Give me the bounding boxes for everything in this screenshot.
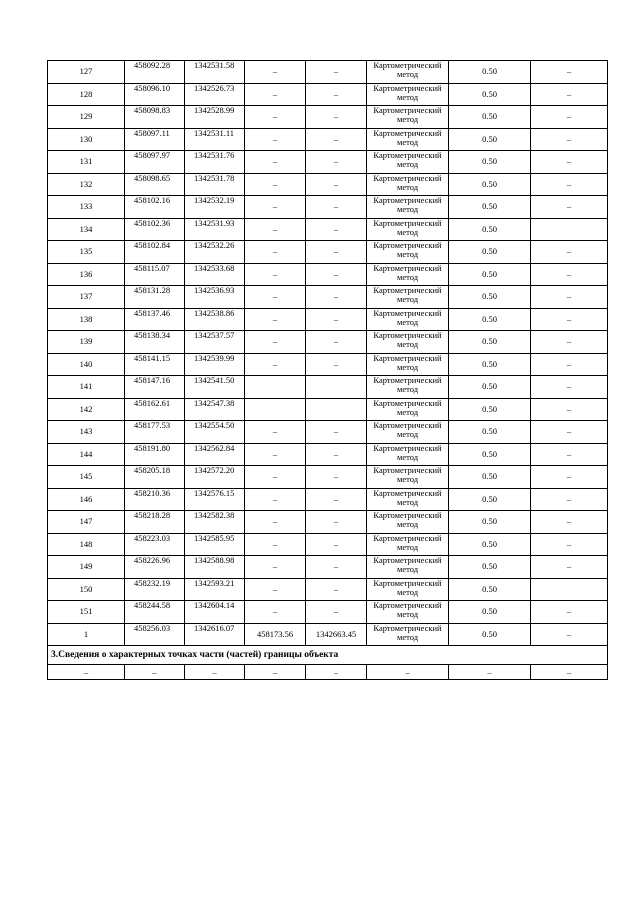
point-number-cell: 135 (48, 241, 125, 264)
y-coordinate-cell: 1342582.38 (185, 511, 245, 534)
section-3-empty-row (48, 665, 608, 680)
table-row (48, 241, 608, 264)
y-existing-cell: – (306, 128, 367, 151)
y-existing-cell: – (306, 218, 367, 241)
table-row (48, 308, 608, 331)
section-3-cell: – (367, 665, 449, 680)
description-cell: – (531, 286, 608, 309)
x-existing-cell (245, 376, 306, 399)
coordinates-table (47, 60, 608, 680)
y-coordinate-cell: 1342532.19 (185, 196, 245, 219)
y-existing-cell: – (306, 488, 367, 511)
section-3-cell: – (245, 665, 306, 680)
x-coordinate-cell: 458256.03 (125, 623, 185, 646)
x-existing-cell: – (245, 511, 306, 534)
method-cell: Картометрический метод (367, 578, 449, 601)
point-number-cell: 141 (48, 376, 125, 399)
y-existing-cell (306, 376, 367, 399)
y-existing-cell: – (306, 106, 367, 129)
y-existing-cell: – (306, 353, 367, 376)
point-number-cell: 139 (48, 331, 125, 354)
y-coordinate-cell: 1342593.21 (185, 578, 245, 601)
accuracy-cell: 0.50 (449, 286, 531, 309)
accuracy-cell: 0.50 (449, 421, 531, 444)
y-existing-cell: – (306, 511, 367, 534)
accuracy-cell: 0.50 (449, 173, 531, 196)
description-cell: – (531, 263, 608, 286)
point-number-cell: 145 (48, 466, 125, 489)
x-coordinate-cell: 458098.83 (125, 106, 185, 129)
x-coordinate-cell: 458137.46 (125, 308, 185, 331)
accuracy-cell: 0.50 (449, 398, 531, 421)
table-row (48, 173, 608, 196)
section-3-cell: – (185, 665, 245, 680)
point-number-cell: 146 (48, 488, 125, 511)
description-cell: – (531, 533, 608, 556)
y-coordinate-cell: 1342572.20 (185, 466, 245, 489)
x-coordinate-cell: 458147.16 (125, 376, 185, 399)
point-number-cell: 128 (48, 83, 125, 106)
y-coordinate-cell: 1342588.98 (185, 556, 245, 579)
accuracy-cell: 0.50 (449, 331, 531, 354)
section-3-cell: – (306, 665, 367, 680)
description-cell (531, 578, 608, 601)
x-existing-cell: – (245, 286, 306, 309)
x-coordinate-cell: 458210.36 (125, 488, 185, 511)
x-coordinate-cell: 458096.10 (125, 83, 185, 106)
method-cell: Картометрический метод (367, 196, 449, 219)
y-coordinate-cell: 1342531.11 (185, 128, 245, 151)
description-cell: – (531, 601, 608, 624)
y-existing-cell: – (306, 308, 367, 331)
accuracy-cell: 0.50 (449, 556, 531, 579)
x-existing-cell: 458173.56 (245, 623, 306, 646)
x-existing-cell: – (245, 196, 306, 219)
table-row (48, 623, 608, 646)
accuracy-cell: 0.50 (449, 578, 531, 601)
method-cell: Картометрический метод (367, 601, 449, 624)
section-3-cell: – (449, 665, 531, 680)
x-existing-cell: – (245, 421, 306, 444)
accuracy-cell: 0.50 (449, 218, 531, 241)
description-cell: – (531, 511, 608, 534)
y-coordinate-cell: 1342533.68 (185, 263, 245, 286)
description-cell: – (531, 623, 608, 646)
point-number-cell: 1 (48, 623, 125, 646)
y-coordinate-cell: 1342562.84 (185, 443, 245, 466)
y-existing-cell: – (306, 286, 367, 309)
y-coordinate-cell: 1342585.95 (185, 533, 245, 556)
accuracy-cell: 0.50 (449, 263, 531, 286)
accuracy-cell: 0.50 (449, 353, 531, 376)
x-existing-cell: – (245, 601, 306, 624)
point-number-cell: 129 (48, 106, 125, 129)
method-cell: Картометрический метод (367, 466, 449, 489)
accuracy-cell: 0.50 (449, 241, 531, 264)
y-coordinate-cell: 1342547.38 (185, 398, 245, 421)
method-cell: Картометрический метод (367, 128, 449, 151)
x-existing-cell: – (245, 263, 306, 286)
y-existing-cell: – (306, 578, 367, 601)
x-existing-cell: – (245, 488, 306, 511)
description-cell: – (531, 488, 608, 511)
y-coordinate-cell: 1342531.76 (185, 151, 245, 174)
section-3-cell: – (531, 665, 608, 680)
x-existing-cell (245, 398, 306, 421)
y-existing-cell: – (306, 466, 367, 489)
x-coordinate-cell: 458097.11 (125, 128, 185, 151)
description-cell (531, 218, 608, 241)
x-coordinate-cell: 458162.61 (125, 398, 185, 421)
y-existing-cell: – (306, 443, 367, 466)
table-row (48, 61, 608, 84)
description-cell: – (531, 556, 608, 579)
x-existing-cell: – (245, 241, 306, 264)
y-coordinate-cell: 1342536.93 (185, 286, 245, 309)
description-cell: – (531, 398, 608, 421)
point-number-cell: 130 (48, 128, 125, 151)
x-existing-cell: – (245, 443, 306, 466)
point-number-cell: 151 (48, 601, 125, 624)
method-cell: Картометрический метод (367, 218, 449, 241)
table-row (48, 106, 608, 129)
x-existing-cell: – (245, 556, 306, 579)
point-number-cell: 148 (48, 533, 125, 556)
accuracy-cell: 0.50 (449, 308, 531, 331)
y-existing-cell: – (306, 601, 367, 624)
x-existing-cell: – (245, 578, 306, 601)
description-cell: – (531, 353, 608, 376)
y-existing-cell: – (306, 196, 367, 219)
accuracy-cell: 0.50 (449, 533, 531, 556)
table-row (48, 578, 608, 601)
y-existing-cell: – (306, 556, 367, 579)
section-3-title: 3.Сведения о характерных точках части (частей) границы объекта (48, 646, 608, 665)
x-coordinate-cell: 458244.58 (125, 601, 185, 624)
section-3-cell: – (125, 665, 185, 680)
description-cell: – (531, 61, 608, 84)
point-number-cell: 144 (48, 443, 125, 466)
accuracy-cell: 0.50 (449, 601, 531, 624)
table-row (48, 286, 608, 309)
point-number-cell: 149 (48, 556, 125, 579)
x-existing-cell: – (245, 61, 306, 84)
x-coordinate-cell: 458102.16 (125, 196, 185, 219)
x-coordinate-cell: 458223.03 (125, 533, 185, 556)
y-coordinate-cell: 1342554.50 (185, 421, 245, 444)
point-number-cell: 147 (48, 511, 125, 534)
point-number-cell: 138 (48, 308, 125, 331)
table-row (48, 128, 608, 151)
table-row (48, 376, 608, 399)
table-row (48, 331, 608, 354)
method-cell: Картометрический метод (367, 61, 449, 84)
x-existing-cell: – (245, 106, 306, 129)
table-row (48, 443, 608, 466)
table-row (48, 263, 608, 286)
y-coordinate-cell: 1342528.99 (185, 106, 245, 129)
y-existing-cell: – (306, 151, 367, 174)
table-row (48, 398, 608, 421)
x-existing-cell: – (245, 533, 306, 556)
table-row (48, 353, 608, 376)
description-cell: – (531, 173, 608, 196)
x-coordinate-cell: 458232.19 (125, 578, 185, 601)
accuracy-cell: 0.50 (449, 128, 531, 151)
accuracy-cell: 0.50 (449, 196, 531, 219)
point-number-cell: 136 (48, 263, 125, 286)
y-coordinate-cell: 1342576.15 (185, 488, 245, 511)
table-body (48, 61, 608, 680)
y-coordinate-cell: 1342541.50 (185, 376, 245, 399)
y-existing-cell: – (306, 263, 367, 286)
x-coordinate-cell: 458205.18 (125, 466, 185, 489)
accuracy-cell: 0.50 (449, 511, 531, 534)
y-coordinate-cell: 1342531.78 (185, 173, 245, 196)
accuracy-cell: 0.50 (449, 623, 531, 646)
y-existing-cell: – (306, 533, 367, 556)
point-number-cell: 134 (48, 218, 125, 241)
description-cell: – (531, 196, 608, 219)
method-cell: Картометрический метод (367, 398, 449, 421)
method-cell: Картометрический метод (367, 421, 449, 444)
table-row (48, 533, 608, 556)
table-row (48, 196, 608, 219)
y-coordinate-cell: 1342526.73 (185, 83, 245, 106)
method-cell: Картометрический метод (367, 623, 449, 646)
x-coordinate-cell: 458141.15 (125, 353, 185, 376)
method-cell: Картометрический метод (367, 263, 449, 286)
accuracy-cell: 0.50 (449, 151, 531, 174)
y-existing-cell: – (306, 241, 367, 264)
x-coordinate-cell: 458102.84 (125, 241, 185, 264)
table-row (48, 218, 608, 241)
y-existing-cell: – (306, 421, 367, 444)
method-cell: Картометрический метод (367, 173, 449, 196)
x-existing-cell: – (245, 331, 306, 354)
y-coordinate-cell: 1342537.57 (185, 331, 245, 354)
point-number-cell: 150 (48, 578, 125, 601)
method-cell: Картометрический метод (367, 331, 449, 354)
y-existing-cell: – (306, 83, 367, 106)
method-cell: Картометрический метод (367, 151, 449, 174)
method-cell: Картометрический метод (367, 106, 449, 129)
x-existing-cell: – (245, 128, 306, 151)
accuracy-cell: 0.50 (449, 83, 531, 106)
x-existing-cell: – (245, 466, 306, 489)
x-coordinate-cell: 458115.07 (125, 263, 185, 286)
x-coordinate-cell: 458138.34 (125, 331, 185, 354)
description-cell: – (531, 331, 608, 354)
description-cell: – (531, 241, 608, 264)
y-existing-cell (306, 398, 367, 421)
point-number-cell: 137 (48, 286, 125, 309)
y-coordinate-cell: 1342532.26 (185, 241, 245, 264)
accuracy-cell: 0.50 (449, 106, 531, 129)
x-existing-cell: – (245, 151, 306, 174)
method-cell: Картометрический метод (367, 308, 449, 331)
table-row (48, 151, 608, 174)
accuracy-cell: 0.50 (449, 466, 531, 489)
description-cell: – (531, 308, 608, 331)
table-row (48, 511, 608, 534)
table-row (48, 488, 608, 511)
accuracy-cell: 0.50 (449, 443, 531, 466)
x-existing-cell: – (245, 173, 306, 196)
point-number-cell: 131 (48, 151, 125, 174)
table-row (48, 601, 608, 624)
y-existing-cell: – (306, 61, 367, 84)
section-3-header-row (48, 646, 608, 665)
y-existing-cell: – (306, 331, 367, 354)
x-coordinate-cell: 458177.53 (125, 421, 185, 444)
description-cell: – (531, 376, 608, 399)
description-cell: – (531, 466, 608, 489)
y-coordinate-cell: 1342531.93 (185, 218, 245, 241)
method-cell: Картометрический метод (367, 443, 449, 466)
table-row (48, 83, 608, 106)
description-cell: – (531, 443, 608, 466)
point-number-cell: 142 (48, 398, 125, 421)
method-cell: Картометрический метод (367, 488, 449, 511)
x-coordinate-cell: 458098.65 (125, 173, 185, 196)
method-cell: Картометрический метод (367, 353, 449, 376)
x-existing-cell: – (245, 83, 306, 106)
description-cell: – (531, 106, 608, 129)
y-coordinate-cell: 1342531.58 (185, 61, 245, 84)
y-existing-cell: 1342663.45 (306, 623, 367, 646)
description-cell: – (531, 128, 608, 151)
y-existing-cell: – (306, 173, 367, 196)
x-coordinate-cell: 458191.80 (125, 443, 185, 466)
table-row (48, 556, 608, 579)
point-number-cell: 140 (48, 353, 125, 376)
x-coordinate-cell: 458102.36 (125, 218, 185, 241)
method-cell: Картометрический метод (367, 533, 449, 556)
point-number-cell: 132 (48, 173, 125, 196)
method-cell: Картометрический метод (367, 83, 449, 106)
method-cell: Картометрический метод (367, 511, 449, 534)
x-existing-cell: – (245, 218, 306, 241)
x-coordinate-cell: 458131.28 (125, 286, 185, 309)
x-coordinate-cell: 458218.28 (125, 511, 185, 534)
method-cell: Картометрический метод (367, 556, 449, 579)
accuracy-cell: 0.50 (449, 488, 531, 511)
x-coordinate-cell: 458226.96 (125, 556, 185, 579)
method-cell: Картометрический метод (367, 241, 449, 264)
x-coordinate-cell: 458097.97 (125, 151, 185, 174)
description-cell: – (531, 83, 608, 106)
y-coordinate-cell: 1342539.99 (185, 353, 245, 376)
accuracy-cell: 0.50 (449, 376, 531, 399)
section-3-cell: – (48, 665, 125, 680)
table-row (48, 466, 608, 489)
point-number-cell: 127 (48, 61, 125, 84)
method-cell: Картометрический метод (367, 376, 449, 399)
point-number-cell: 143 (48, 421, 125, 444)
accuracy-cell: 0.50 (449, 61, 531, 84)
x-coordinate-cell: 458092.28 (125, 61, 185, 84)
point-number-cell: 133 (48, 196, 125, 219)
y-coordinate-cell: 1342604.14 (185, 601, 245, 624)
method-cell: Картометрический метод (367, 286, 449, 309)
y-coordinate-cell: 1342538.86 (185, 308, 245, 331)
description-cell: – (531, 151, 608, 174)
y-coordinate-cell: 1342616.07 (185, 623, 245, 646)
table-row (48, 421, 608, 444)
description-cell: – (531, 421, 608, 444)
x-existing-cell: – (245, 308, 306, 331)
x-existing-cell: – (245, 353, 306, 376)
